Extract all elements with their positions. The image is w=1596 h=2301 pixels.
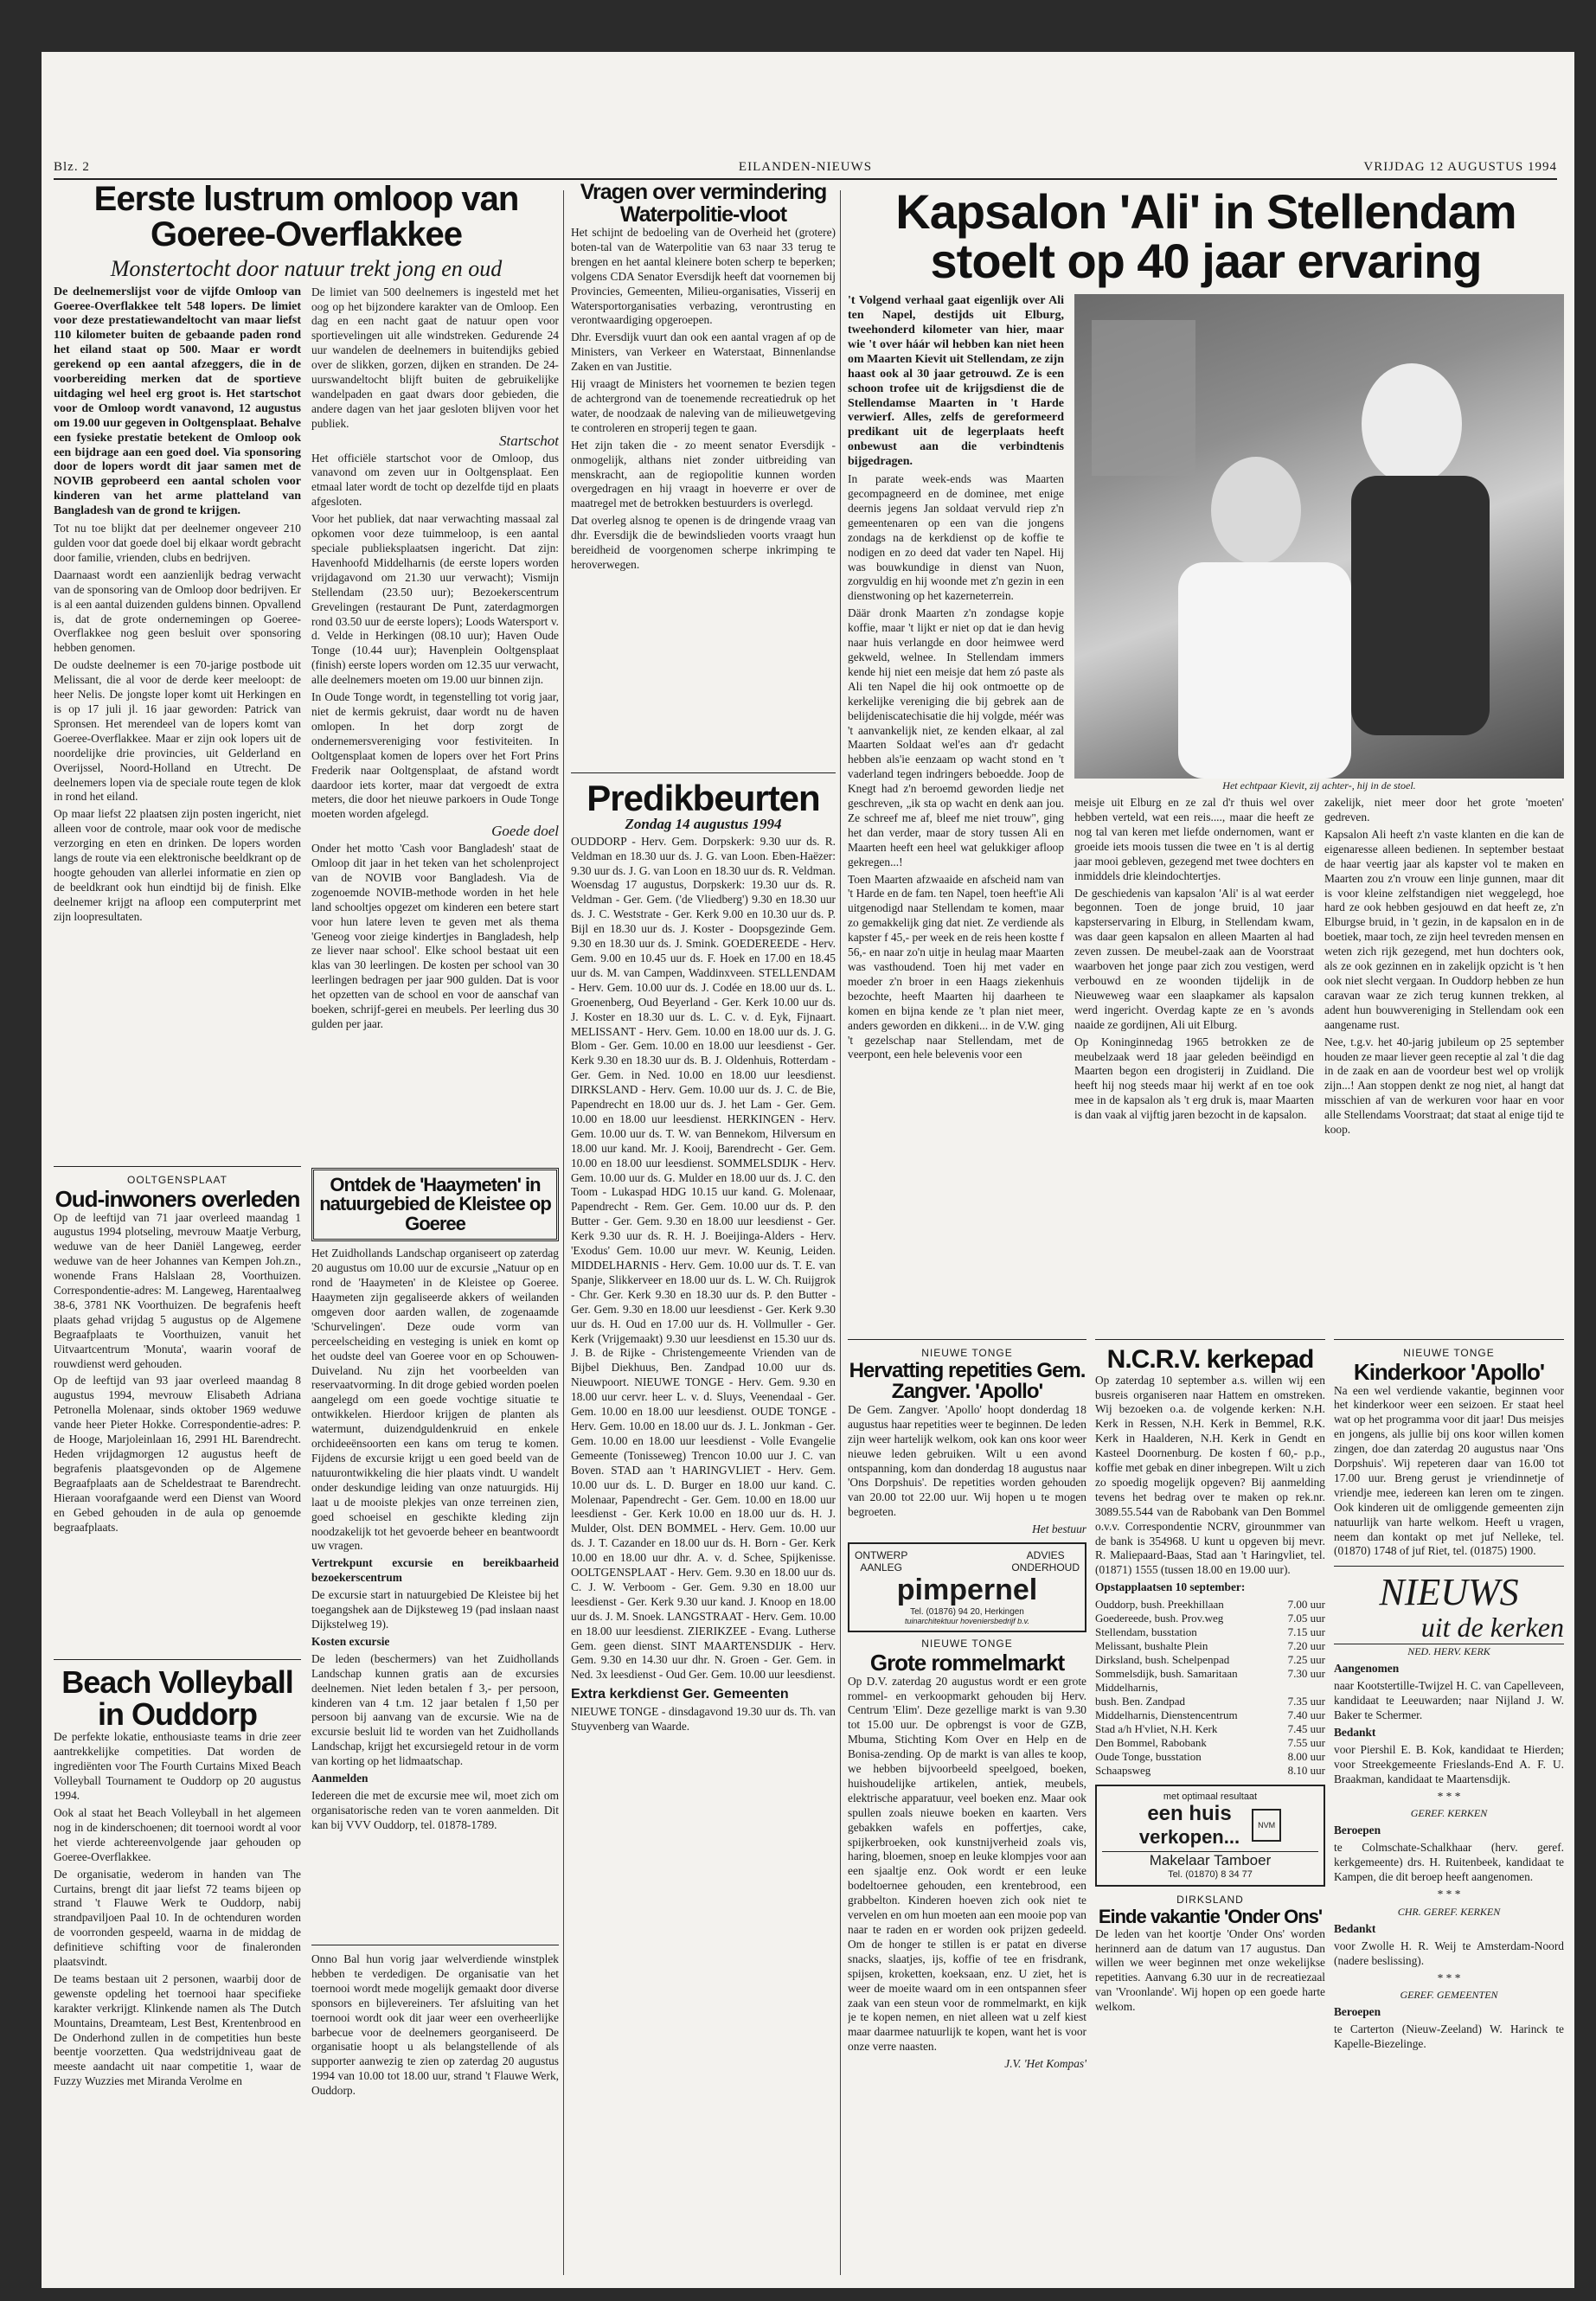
paragraph: voor Piershil E. B. Kok, kandidaat te Hierden; voor Streekgemeente Frieslands-End A. F. U. Braakman, kandidaat te Maartensdijk.: [1334, 1742, 1564, 1785]
opstap-time: 7.15 uur: [1287, 1625, 1325, 1639]
paragraph: De limiet van 500 deelnemers is ingesteld met het oog op het bijzondere karakter van de Omloop. Een dag en een nacht gaat de natuur open voor sportievelingen uit alle windstreken. Gedurende 24 uur wandelen de deelnemers in buitendijks gebied over de slikken, gorzen, dijken en stranden. De 24-uurswandeltocht blijft buiten de gebruikelijke wandelpaden en gaat dwars door gebieden, die andere dagen van het jaar gesloten blijven voor het publiek.: [311, 285, 559, 430]
paragraph: In parate week-ends was Maarten gecompagneerd en de dominee, met enige deernis jegens Jan soldaat vervuld riep z'n gemeentenaren op een van die jongens zondags na de kerkdienst op de koffie te nodigen en zo deed dat vader ten Napel. Hij was bouwkundige in dienst van Nuon, zorgvuldig en hij woonde met z'n gezin in een dienstwoning op het kazerneterrein.: [848, 472, 1064, 603]
opstap-row: [1095, 1612, 1325, 1625]
beach-headline: Beach Volleyball in Ouddorp: [61, 1664, 293, 1732]
separator-stars: * * *: [1437, 1971, 1461, 1984]
paragraph: te Carterton (Nieuw-Zeeland) W. Harinck te Kapelle-Biezelinge.: [1334, 2022, 1564, 2051]
paragraph: De Gem. Zangver. 'Apollo' hoopt donderdag 18 augustus haar repetities weer te beginnen. De leden zijn weer hartelijk welkom, ook kan ons koor weer nieuwe leden gebruiken. Wilt u een avond ontspanning, kom dan donderdag 18 augustus naar 'Ons Dorpshuis'. De repetities worden gehouden van 20.00 tot 22.00 uur. Wij hopen u te mogen begroeten.: [848, 1402, 1086, 1519]
subhead: Bedankt: [1334, 1921, 1376, 1935]
paragraph: Voor het publiek, dat naar verwachting massaal zal opkomen voor deze tuimmeloop, is een aantal speciale publieksplaatsen ingericht. Dat zijn: Havenhoofd Middelharnis (de eerste lopers worden vrijdagavond om 21.30 uur verwacht); Vismijn Stellendam (23.50 uur); Bezoekerscentrum Grevelingen (restaurant De Punt, zaterdagmorgen rond 03.50 uur de eerste lopers); Loods Watersport v. d. Velde in Herkingen (08.10 uur); Haven Oude Tonge (10.44 uur); Havenplein Ooltgensplaat (finish) eerste lopers worden om 12.35 uur verwacht, alle deelnemers moeten om 19.00 uur binnen zijn.: [311, 512, 559, 687]
subhead: Aangenomen: [1334, 1662, 1400, 1676]
paragraph: Toen Maarten afzwaaide en afscheid nam van 't Harde en de fam. ten Napel, toen heeft'ie Ali uitgenodigd naar Stellendam te komen, maar zo gemakkelijk ging dat niet. Ze verdiende als kapster f 45,- per week en de reis heen kostte f 56,- en naar zo'n uitje in heulag maar Maarten was vasthoudend. Toen hij met vader en moeder z'n broer in een Haags ziekenhuis bezochte, heeft Maarten hij daarheen te komen en bijna kende ze 't plan niet meer, anders geworden en dikkeni... in de V.W. ging 't gezelschap naar Stellendam, met de veerpont, een hele belevenis voor een: [848, 872, 1064, 1061]
kicker: NIEUWE TONGE: [921, 1638, 1013, 1650]
opstap-place: Ouddorp, bush. Preekhillaan: [1095, 1598, 1224, 1612]
separator-stars: * * *: [1437, 1887, 1461, 1900]
ad-text: een huis: [1147, 1802, 1232, 1826]
lustrum-headline: Eerste lustrum omloop van Goeree-Overflakkee: [93, 182, 519, 253]
paragraph: Op D.V. zaterdag 20 augustus wordt er een grote rommel- en verkoopmarkt gehouden bij Herv. Centrum 'Elim'. Deze gezellige markt is van 9.30 tot 15.00 uur. De opbrengst is voor de GZB, Mbuma, Stichting Kom Over en Help en de Bonisa-zending. Op de markt is van alles te koop, we hebben bijvoorbeeld speelgoed, boeken, huishoudelijke artikelen, antiek, meubels, elektrische apparatuur, veel boeken enz. Maar ook spullen zoals nieuwe boeken en kaarten. Vers gebakken wafels en poffertjes, cake, spijkerbroeken, ook kunstnijverheid zoals vis, haring, bloemen, snoep en leuke klompjes voor aan een sjaaltje enz. Ook wordt er een leuke bodeltoernee gehouden, een krentebrood, een grabbelton. Kinderen hoeven zich ook niet te vervelen en om hun moeten aan een mooie pop van naar te raden en er worden ook prijzen gedeeld. Om de honger te stillen is er patat en diverse snacks, slaatjes, ijs, koffie of tee en frisdrank, spijsen, kroketten, koeksaan, enz. U ziet, het is weer de moeite waard om in een ontspannen sfeer zaak van een steun voor de rommelmarkt, en kijk je te kopen nemen, en niet alleen wat u zelf kiest maar daarmee natuurlijk te kopen, want het is voor onze verre naasten.: [848, 1674, 1086, 2054]
opstap-row: [1095, 1736, 1325, 1750]
opstap-time: 7.25 uur: [1287, 1653, 1325, 1667]
signature: J.V. 'Het Kompas': [1004, 2057, 1086, 2071]
makelaar-ad: [1095, 1785, 1325, 1887]
paragraph: NIEUWE TONGE - dinsdagavond 19.30 uur ds. Th. van Stuyvenberg van Waarde.: [571, 1705, 836, 1734]
divider: [54, 1659, 301, 1660]
subhead: Bedankt: [1334, 1725, 1376, 1739]
signature: Het bestuur: [1032, 1522, 1086, 1536]
opstap-place: Stellendam, busstation: [1095, 1625, 1197, 1639]
kapsalon-article: [848, 182, 1564, 1324]
predikbeurten-date: Zondag 14 augustus 1994: [625, 815, 782, 832]
kapsalon-photo: [1074, 294, 1564, 779]
opstap-row: [1095, 1639, 1325, 1653]
opstap-place: Melissant, bushalte Plein: [1095, 1639, 1208, 1653]
opstap-row: [1095, 1695, 1325, 1708]
subhead: Beroepen: [1334, 2005, 1381, 2019]
haaymeten-article: [311, 1168, 559, 1929]
divider: [848, 1339, 1086, 1340]
divider: [1095, 1339, 1325, 1340]
paragraph: Onder het motto 'Cash voor Bangladesh' staat de Omloop dit jaar in het teken van het scholenproject van de NOVIB voor Bangladesh. Via de zogenoemde NOVIB-methode worden in het hele land schooltjes opgezet om kinderen een betere start voor hun latere leven te geven met als thema 'Geneog voor zieige kindertjes in Bangladesh, help ze liever naar school'. Elke school bestaat uit een klas van 30 leerlingen. De kosten per school van 30 leerlingen bedragen per jaar 900 gulden. Dat is voor het opzetten van de school en voor de aanschaf van boeken, schrijf-gerei en meubels. Per leerling dus 30 gulden per jaar.: [311, 842, 559, 1030]
ad-phone: Tel. (01870) 8 34 77: [1168, 1869, 1253, 1881]
nieuws-subtitle: uit de kerken: [1334, 1612, 1564, 1644]
issue-date: VRIJDAG 12 AUGUSTUS 1994: [1363, 160, 1557, 174]
haaymeten-headline-box: [311, 1168, 559, 1241]
opstap-row: [1095, 1667, 1325, 1681]
subhead-goede-doel: Goede doel: [491, 823, 559, 840]
paragraph: Iedereen die met de excursie mee wil, moet zich om organisatorische reden van te voren aanmelden. Dit kan bij VVV Ouddorp, tel. 01878-1789.: [311, 1788, 559, 1831]
opstap-row: [1095, 1681, 1325, 1695]
opstap-list: [1095, 1598, 1325, 1778]
ncrv-headline: N.C.R.V. kerkepad: [1106, 1345, 1314, 1374]
right-col-3: [1334, 1332, 1564, 2275]
column-rule: [563, 190, 564, 2275]
opstap-row: [1095, 1722, 1325, 1736]
paragraph: Onno Bal hun vorig jaar welverdiende winstplek hebben te verdedigen. De organisatie van het toernooi wordt mede mogelijk gemaakt door diverse sponsors en bijlevereiners. Ter afsluiting van het toernooi wordt ook dit jaar weer een overheerlijke barbecue voor de deelnemers georganiseerd. De organisatie hoopt u als belangstellende of als supporter aanwezig te zien op zaterdag 20 augustus 1994 van 10.00 tot 18.00 uur, strand 't Flauwe Werk, Ouddorp.: [311, 1952, 559, 2098]
opstap-time: 7.00 uur: [1287, 1598, 1325, 1612]
pimpernel-ad: [848, 1542, 1086, 1632]
church-heading: CHR. GEREF. KERKEN: [1397, 1905, 1501, 1918]
opstap-place: Dirksland, bush. Schelpenpad: [1095, 1653, 1230, 1667]
onderons-headline: Einde vakantie 'Onder Ons': [1098, 1906, 1323, 1928]
waterpolitie-article: [571, 182, 836, 761]
opstap-row: [1095, 1598, 1325, 1612]
paragraph: De leden (beschermers) van het Zuidhollands Landschap kunnen gratis aan de excursies deelnemen. Niet leden betalen f 3,- per persoon, kinderen van 4 t.m. 12 jaar betalen f 1,50 per persoon bij aanvang van de excursie. Wie na de excursie besluit lid te worden van het Zuidhollands Landschap, krijgt het excursiegeld retour in de vorm van korting op het lidmaatschap.: [311, 1651, 559, 1768]
nieuws-title: NIEUWS: [1379, 1571, 1519, 1614]
right-col-1: [848, 1332, 1086, 2275]
subhead: Aanmelden: [311, 1772, 369, 1785]
paragraph: Hij vraagt de Ministers het voornemen te bezien tegen de achtergrond van de toenemende recreatiedruk op het water, de noodzaak de naleving van de milieuwetgeving te controleren en stroperij tegen te gaan.: [571, 377, 836, 434]
kicker: NIEUWE TONGE: [1403, 1347, 1495, 1359]
paragraph: De perfekte lokatie, enthousiaste teams in drie zeer aantrekkelijke competities. Dat worden de ingrediënten voor The Fourth Curtains Mixed Beach Volleyball Tournament te Ouddorp op 20 augustus 1994.: [54, 1730, 301, 1803]
waterpolitie-headline: Vragen over vermindering Waterpolitie-vloot: [580, 182, 827, 227]
kicker: NIEUWE TONGE: [921, 1347, 1013, 1359]
opstap-time: 7.30 uur: [1287, 1667, 1325, 1681]
opstap-time: 7.05 uur: [1287, 1612, 1325, 1625]
divider: [54, 1166, 301, 1167]
paragraph: Ook al staat het Beach Volleyball in het algemeen nog in de kinderschoenen; dit toernooi wordt al voor het vierde achtereenvolgende jaar gehouden op Goeree-Overflakkee.: [54, 1805, 301, 1863]
opstap-place: Middelharnis, Dienstencentrum: [1095, 1708, 1238, 1722]
paragraph: Na een wel verdiende vakantie, beginnen voor het kinderkoor weer een seizoen. Er staat heel wat op het programma voor dit jaar! Dus meisjes en jongens, als jullie bij ons koor willen komen zingen, doe dan zaterdag 20 augustus naar 'Ons Dorpshuis'. Wij repeteren daar van 16.00 tot 17.00 uur. Breng gerust je vriendinnetje of vriendje mee, iedereen kan leren om te zingen. Ook kinderen uit de omliggende gemeenten zijn natuurlijk van harte welkom. Heeft u vragen, neem dan kontakt op met juf Nelleke, tel. (01870) 1748 of juf Riet, tel. (01875) 1900.: [1334, 1383, 1564, 1558]
predikbeurten-article: [571, 766, 836, 2275]
lustrum-lead: De deelnemerslijst voor de vijfde Omloop van Goeree-Overflakkee telt 548 lopers. De limiet voor deze prestatiewandeltocht van maar liefst 110 kilometer buiten de gebaande paden rond het eiland staat op 500. Maar er wordt gerekend op een aantal afzeggers, die in de voorbereiding merken dat de sportieve uitdaging wel heel erg groot is. Het startschot voor de Omloop wordt vanavond, 12 augustus om 19.00 uur gegeven in Ooltgensplaat. Behalve een fysieke prestatie betekent de Omloop ook een bijdrage aan een goed doel. Via sponsoring door de lopers wordt dit jaar samen met de NOVIB geprobeerd een aantal scholen voor kinderen van het arme platteland van Bangladesh van de grond te krijgen.: [54, 285, 301, 518]
paragraph: Nee, t.g.v. het 40-jarig jubileum op 25 september houden ze maar liever geen receptie al zal 't die dag in de zaak en aan de voordeur best wel op vrolijk zijn...! Aan stoppen denkt ze nog niet, al hangt dat misschien af van de werkuren voor haar en voor alle Stellendams Voorstraat; dat staat al enige tijd te koop.: [1324, 1035, 1564, 1137]
opstap-time: 8.10 uur: [1287, 1764, 1325, 1778]
opstap-row: [1095, 1625, 1325, 1639]
opstap-place: Stad a/h H'vliet, N.H. Kerk: [1095, 1722, 1218, 1736]
column-rule: [840, 190, 841, 2275]
kinderkoor-headline: Kinderkoor 'Apollo': [1353, 1359, 1545, 1385]
oudinwoners-article: [54, 1159, 301, 1644]
extra-kerkdienst-headline: Extra kerkdienst Ger. Gemeenten: [571, 1687, 789, 1702]
ad-text: met optimaal resultaat: [1163, 1791, 1258, 1803]
opstap-time: 7.35 uur: [1287, 1695, 1325, 1708]
paragraph: Op de leeftijd van 71 jaar overleed maandag 1 augustus 1994 plotseling, mevrouw Maatje Verburg, weduwe van de heer Daniël Langeweg, eerder weduwe van de heer Johannes van Kempen Joh.zn., wonende Frans Halslaan 28, Voorthuizen. Correspondentie-adres: M. Langeweg, Harentaalweg 38-6, 3781 NK Voorthuizen. De begrafenis heeft plaats gehad vrijdag 5 augustus op de Algemene Begraafplaats te Voorthuizen, vanuit het Uitvaartcentrum 'Monuta', waarin vooraf de rouwdienst werd gehouden.: [54, 1210, 301, 1370]
oudinwoners-headline: Oud-inwoners overleden: [54, 1186, 300, 1212]
subhead: Vertrekpunt excursie en bereikbaarheid bezoekerscentrum: [311, 1556, 559, 1585]
separator-stars: * * *: [1437, 1789, 1461, 1803]
opstap-place: Schaapsweg: [1095, 1764, 1151, 1778]
paragraph: Dat overleg alsnog te openen is de dringende vraag van dhr. Eversdijk die de bewindslieden voorts vraagt hun bereidheid de voorgenomen scherpe inkrimping te heroverwegen.: [571, 514, 836, 571]
lustrum-article: [54, 182, 559, 1150]
ad-tagline: tuinarchitektuur hoveniersbedrijf b.v.: [905, 1617, 1029, 1626]
rommelmarkt-headline: Grote rommelmarkt: [869, 1650, 1065, 1676]
ad-text: ONDERHOUD: [1011, 1561, 1080, 1574]
page-header: [54, 154, 1557, 180]
lustrum-subtitle: Monstertocht door natuur trekt jong en oud: [110, 255, 503, 281]
ad-text: verkopen...: [1138, 1826, 1240, 1849]
church-heading: GEREF. KERKEN: [1410, 1807, 1488, 1820]
opstap-time: 8.00 uur: [1287, 1750, 1325, 1764]
opstap-time: 7.20 uur: [1287, 1639, 1325, 1653]
ad-text: ADVIES: [1026, 1549, 1065, 1562]
paragraph: De organisatie, wederom in handen van The Curtains, brengt dit jaar liefst 72 teams bijeen op strand 't Flauwe Werk te Ouddorp, nabij strandpaviljoen Paal 10. In de ochtenduren worden de voorronden gespeeld, waarna in de middag de definitieve schifting voor de finaleronden plaatsvindt.: [54, 1867, 301, 1969]
paragraph: Däär dronk Maarten z'n zondagse kopje koffie, maar 't lijkt er niet op dat ie dan hevig naar huis verlangde en door heimwee werd gekweld, welnee. In Stellendam immers kende hij niet een meisje dat hem zó paste als Ali ten Napel die hij ook ontmoette op de kerkelijke vereniging die bij gebrek aan de belijdeniscatechisatie die hij volgde, méér was 't aanvankelijk niet, ze kenden elkaar, al zal Maarten Soldaat wel'es aan d'r gedacht hebben als'ie eenzaam op wacht stond en 't vaderland tegen indringers beboedde. Joop de Knegt had z'n beroemd geworden liedje net geschreven, „ik sta op wacht en denk aan jou. Ze schreef me af, bleef me niet trouw", ging het dan verder, maar de story tussen Ali en Maarten heeft een heel wat gelukkiger afloop gekregen...!: [848, 606, 1064, 868]
opstap-time: 7.45 uur: [1287, 1722, 1325, 1736]
paper-name: EILANDEN-NIEUWS: [738, 160, 873, 174]
paragraph: meisje uit Elburg en ze zal d'r thuis wel over hebben verteld, wat een reis...., maar die heeft ze nog tal van keren met liefde ondernomen, want er groeide iets moois tussen die twee en 't is al dertig jaar mooi gebleven, gezegend met twee dochters en inmiddels drie kleindochtertjes.: [1074, 796, 1314, 882]
paragraph: Het Zuidhollands Landschap organiseert op zaterdag 20 augustus om 10.00 uur de excursie „Natuur op en rond de 'Haaymeten' in de Kleistee op Goeree. Haaymeten zijn gegaliseerde akkers of weilanden omgeven door aarden wallen, de zogenaamde 'Schurvelingen'. Deze oude vorm van perceelscheiding en vesteging is uniek en komt op het oudste deel van Goeree voor en op Schouwen-Duiveland. Nu zijn het voorbeelden van reservaatvorming. In dit droge gebied worden poelen aangelegd om een goede vochtige situatie te ontwikkelen. Hierdoor krijgen de planten als watermunt, duizendguldenkruid en enkele orchideeënsoorten een kans om terug te komen. Fijdens de excursie krijgt u een goed beeld van de natuurontwikkeling die hier plaats vindt. U wandelt onder deskundige leiding van onze natuurgids. Hij laat u de mooiste plekjes van onze terreinen zien, goed schoeisel en geschikte kleding zijn noodzakelijk tot het gevoerde beheer en beantwoordt uw vragen.: [311, 1247, 559, 1553]
ad-text: ONTWERP: [855, 1549, 908, 1562]
subhead: Kosten excursie: [311, 1634, 390, 1648]
opstap-row: [1095, 1764, 1325, 1778]
paragraph: Het officiële startschot voor de Omloop, dus vanavond om zeven uur in Ooltgensplaat. Een etmaal later wordt de tocht op dezelfde tijd en plaats afgesloten.: [311, 451, 559, 509]
beach-article-cont: [311, 1938, 559, 2275]
hervatting-headline: Hervatting repetities Gem. Zangver. 'Apollo': [849, 1359, 1086, 1404]
page-number: Blz. 2: [54, 160, 90, 174]
opstap-place: bush. Ben. Zandpad: [1095, 1695, 1185, 1708]
paragraph: Het zijn taken die - zo meent senator Eversdijk - onmogelijk, althans niet zonder uitbreiding van menskracht, aan de regiopolitie kunnen worden overgedragen en hij vraagt in hoeverre er over de maatregel met de betrokken bestuurders is overlegd.: [571, 438, 836, 510]
divider: [1334, 1566, 1564, 1567]
opstap-time: 7.40 uur: [1287, 1708, 1325, 1722]
subhead: Beroepen: [1334, 1823, 1381, 1837]
opstap-place: Goedereede, bush. Prov.weg: [1095, 1612, 1224, 1625]
beach-article: [54, 1652, 301, 2275]
paragraph: De leden van het koortje 'Onder Ons' worden herinnerd aan de datum van 17 augustus. Dan willen we weer beginnen met onze wekelijkse repetities. Aanvang 6.30 uur in de recreatiezaal van 'Vroonlande'. Wij hopen op een goede harte welkom.: [1095, 1926, 1325, 2014]
paragraph: Het schijnt de bedoeling van de Overheid het (grotere) boten-tal van de Waterpolitie van 63 naar 33 terug te brengen en het aantal kleinere boten scherp te beperken; volgens CDA Senator Eversdijk heeft dat voornemen bij Provincies, Gemeenten, Milieu-organisaties, Visserij en Watersportorganisaties verbazing, verontrusting en verontwaardiging opgeroepen.: [571, 226, 836, 327]
kapsalon-headline: Kapsalon 'Ali' in Stellendam stoelt op 40 jaar ervaring: [895, 184, 1516, 289]
kicker: OOLTGENSPLAAT: [127, 1174, 228, 1186]
opstap-place: Den Bommel, Rabobank: [1095, 1736, 1207, 1750]
opstap-time: 7.55 uur: [1287, 1736, 1325, 1750]
opstap-row: [1095, 1653, 1325, 1667]
paragraph: Dhr. Eversdijk vuurt dan ook een aantal vragen af op de Ministers, van Verkeer en Waterstaat, Binnenlandse Zaken en van Justitie.: [571, 330, 836, 374]
paragraph: Op zaterdag 10 september a.s. willen wij een busreis organiseren naar Hattem en omstreken. Wij bezoeken o.a. de volgende kerken: N.H. Kerk in Ressen, N.H. Kerk in Bemmel, R.K. Kerk in Haalderen, N.H. Kerk in Gendt en Kasteel Doornenburg. De kosten f 60,- p.p., koffie met gebak en diner inbegrepen. Wilt u zich zo spoedig mogelijk opgeven? Bij aanmelding tevens het bedrag over te maken op rek.nr. 3089.55.544 van de Rabobank van Den Bommel o.v.v. Correspondentie NCRV, girounmmer van de bank is 354968. U kunt u opgeven bij mevr. R. Maliepaard-Baas, Stad aan 't Haringvliet, tel. (01871) 1555 (tussen 18.00 en 19.00 uur).: [1095, 1373, 1325, 1577]
ad-text: AANLEG: [860, 1561, 903, 1574]
paragraph: De excursie start in natuurgebied De Kleistee bij het toegangshek aan de Dijksteweg 19 (pad inslaan naast Dijkstelweg 19).: [311, 1588, 559, 1631]
newspaper-page: [42, 52, 1574, 2288]
opstap-row: [1095, 1750, 1325, 1764]
opstap-place: Sommelsdijk, bush. Samaritaan: [1095, 1667, 1238, 1681]
right-col-2: [1095, 1332, 1325, 2275]
opstap-row: [1095, 1708, 1325, 1722]
ad-phone: Tel. (01876) 94 20, Herkingen: [910, 1607, 1024, 1618]
paragraph: De geschiedenis van kapsalon 'Ali' is al wat eerder begonnen. Toen de jonge bruid, 10 jaar kapsterservaring in Elburg, in Stellendam kwam, was daar geen kapsalon en alleen Maarten al had zeven zussen. De meubel-zaak aan de Voorstraat waarboven het jonge paar zich zou vestigen, werd verbouwd en ze woonden tijdelijk in de Nieuweweg waar een slaapkamer als kapsalon werd ingericht. Overdag kapte ze en 's avonds naaide ze gordijnen, Ali uit Elburg.: [1074, 886, 1314, 1031]
paragraph: Op maar liefst 22 plaatsen zijn posten ingericht, niet alleen voor de controle, maar ook voor de medische verzorging en eten en drinken. De lopers worden langs de route via een elektronische beeldkrant op de hoogte gehouden van allerlei informatie en zien op de beeldkrant ook hun eindtijd bij de finish. Elke deelnemer krijgt na afloop een computerprint met zijn loopresultaten.: [54, 807, 301, 923]
paragraph: te Colmschate-Schalkhaar (herv. geref. kerkgemeente) drs. H. Ruitenbeek, kandidaat te Kampen, die dit beroep heeft aangenomen.: [1334, 1841, 1564, 1884]
paragraph: Daarnaast wordt een aanzienlijk bedrag verwacht van de sponsoring van de Omloop door bedrijven. Er is al een aantal duizenden guldens binnen. Opvallend is, dat de grote ondernemingen op Goeree-Overflakkee nog geen besluit over sponsoring hebben genomen.: [54, 567, 301, 655]
photo-illustration: [1074, 294, 1564, 779]
ad-text: Makelaar Tamboer: [1102, 1851, 1318, 1869]
haaymeten-headline: Ontdek de 'Haaymeten' in natuurgebied de Kleistee op Goeree: [319, 1174, 551, 1234]
kapsalon-lead: 't Volgend verhaal gaat eigenlijk over Ali ten Napel, destijds uit Elburg, tweehonderd kilometer van hier, maar wie 't over háár wil hebben kan niet heen om Maarten Kievit uit Stellendam, ze zijn haast ook al 30 jaar getrouwd. Ze is een schoon trofee uit de krijgsdienst die de Stellendamse Maarten in 't Harde verwierf. Alles, zelfs de gereformeerd predikant uit de legerplaats heeft onbewust aan die verbindtenis bijgedragen.: [848, 294, 1065, 469]
paragraph: Kapsalon Ali heeft z'n vaste klanten en die kan de eigenaresse alleen bedienen. In september bestaat de haar veertig jaar als kapster vol te maken en Maarten zou z'n vrouw een linje gunnen, maar dit is voor kleine zelfstandigen niet weggelegd, hoe hard ze ook hebben gesjouwd en dat heeft ze, z'n Elburgse bruid, in 't gezin, in de kapsalon en in de boetiek, maar toch, ze zijn heel tevreden mensen en weten zich rijk gezegend, met hun dochters ook, als ze ook gezinnen en in zakelijk opzicht is 't hen ook niet slecht vergaan. In Ouddorp hebben ze hun caravan waar ze zich terug kunnen trekken, al adent hun bouwvereniging in Stellendam ook een aangename rust.: [1324, 827, 1564, 1031]
divider: [1334, 1339, 1564, 1340]
nvm-logo-icon: NVM: [1252, 1809, 1281, 1842]
church-heading: NED. HERV. KERK: [1407, 1645, 1490, 1658]
paragraph: De oudste deelnemer is een 70-jarige postbode uit Melissant, die al voor de derde keer meeloopt: de heer Nelis. De jongste loper komt uit Herkingen en is op 17 juli jl. 16 jaar geworden: Patrick van Spronsen. Het merendeel van de lopers komt van Goeree-Overflakkee. Maar er zijn ook lopers uit de noordelijke drie provincies, uit Gelderland en Overijssel, Noord-Holland en Utrecht. De deelnemers lopen via de speciale route tegen de klok in rond het eiland.: [54, 658, 301, 804]
divider: [571, 772, 836, 773]
church-services-list: OUDDORP - Herv. Gem. Dorpskerk: 9.30 uur ds. R. Veldman en 18.30 uur ds. J. G. van Loon. Eben-Haëzer: 9.30 uur ds. J. G. van Loon en 18.30 uur ds. R. Veldman. Woensdag 17 augustus, Dorpskerk: 19.30 uur ds. R. Veldman - Ger. Gem. ('de Vliedberg') 9.30 en 18.30 uur ds. J. C. Weststrate - Ger. Kerk 9.00 en 10.30 uur ds. P. Bijl en 18.30 uur ds. J. Koster - Doopsgezinde Gem. 9.30 en 18.30 uur ds. J. Smink. GOEDEREEDE - Herv. Gem. 9.00 en 10.45 uur ds. F. Hoek en 17.00 en 18.45 uur ds. M. van Campen, Waddinxveen. STELLENDAM - Herv. Gem. 10.00 uur ds. J. Codée en 18.00 uur ds. L. Groenenberg, Oud Beyerland - Ger. Kerk 10.00 uur ds. J. Koster en 18.30 uur ds. L. C. v. d. Eyk, Fijnaart. MELISSANT - Herv. Gem. 10.00 en 18.00 uur ds. J. G. Blom - Ger. Gem. 10.00 en 18.00 uur leesdienst - Ger. Kerk 9.30 en 18.30 uur ds. B. J. Oldenhuis, Rotterdam - Ger. Gem. in Ned. 10.00 en 18.00 uur leesdienst. DIRKSLAND - Herv. Gem. 10.00 uur ds. J. C. de Bie, Papendrecht en 18.00 uur ds. J. het Lam - Ger. Gem. 10.00 en 18.00 uur leesdienst. HERKINGEN - Herv. Gem. 10.00 uur ds. T. W. van Bennekom, Hilversum en 18.00 uur kand. Mr. J. Kooij, Barendrecht - Ger. Gem. 10.00 en 18.00 uur leesdienst. SOMMELSDIJK - Herv. Gem. 10.00 uur ds. G. Mulder en 18.00 uur ds. J. C. den Toom - Lukaspad HDG 10.15 uur kand. G. Molenaar, Papendrecht - Rem. Ger. Gem. 10.00 uur ds. P. den Butter - Ger. Gem. 9.30 en 18.00 uur leesdienst - Ger. Kerk 9.30 uur ds. R. H. J. Boeijinga-Alders - Herv. 'Exodus' Gem. 10.00 uur mevr. W. Keunig, Leiden. MIDDELHARNIS - Herv. Gem. 10.00 uur ds. T. E. van Spanje, Slikkerveer en 18.00 uur ds. L. W. Ch. Ruijgrok - Chr. Ger. Kerk 9.30 en 18.30 uur ds. P. den Butter - Ger. Gem. 9.30 en 18.00 uur leesdienst - Ger. Kerk 9.30 uur ds. H. Oud en 17.00 uur ds. H. Vollmuller - Ger. Kerk (Vrijgemaakt) 9.30 uur leesdienst en 15.30 uur ds. J. B. de Rijke - Christengemeente Vrienden van de Bijbel Diekhuus, Ben. Zandpad 10.00 uur ds. Nieuwpoort. NIEUWE TONGE - Herv. Gem. 9.30 en 18.00 uur cervr. heer L. v. d. Sluys, Veenendaal - Ger. Gem. 10.00 en 18.00 uur leesdienst. OUDE TONGE - Herv. Gem. 10.00 en 18.00 uur ds. J. L. Jonkman - Ger. Gem. 10.00 en 18.00 uur leesdienst - Volle Evangelie Gemeente (Tonisseweg) Trencon 10.00 uur J. C. van Boven. STAD aan 't HARINGVLIET - Herv. Gem. 10.00 uur ds. L. D. Burger en 18.00 uur kand. C. Molenaar, Papendrecht - Ger. Gem. 10.00 en 18.00 uur leesdienst - Ger. Kerk 10.00 en 18.00 uur ds. H. J. Mulder, Olst. DEN BOMMEL - Herv. Gem. 10.00 uur ds. J. T. Cazander en 18.00 uur ds. H. Born - Ger. Kerk 10.00 en 18.00 uur dhr. A. v. d. Schee, Spijkenisse. OOLTGENSPLAAT - Herv. Gem. 9.30 en 18.00 uur ds. C. J. W. Verboom - Ger. Gem. 9.30 en 18.00 uur leesdienst - Ger. Kerk 9.30 uur kand. J. Knoop en 18.00 uur ds. J. M. Snoek. LANGSTRAAT - Herv. Gem. 10.00 en 18.00 uur leesdienst. ZIERIKZEE - Evang. Lutherse Gem. geen dienst. SINT MAARTENSDIJK - Herv. Gem. 9.30 en 14.30 uur dhr. N. Groen - Ger. Gem. in Ned. 3x leesdienst - Oud Ger. Gem. 10.00 uur leesdienst.: [571, 834, 836, 1682]
subhead-startschot: Startschot: [499, 432, 559, 449]
pimpernel-logo: pimpernel: [896, 1574, 1038, 1607]
opstap-place: Middelharnis,: [1095, 1681, 1158, 1695]
paragraph: Op de leeftijd van 93 jaar overleed maandag 8 augustus 1994, mevrouw Elisabeth Adriana Petronella Molenaar, sinds oktober 1969 weduwe vande heer Pieter Hokke. Correspondentie-adres: P. de Hooge, Marjoleinlaan 16, 2991 HL Barendrecht. Heden vrijdagmorgen 12 augustus heeft de begrafenis plaatsgevonden op de Algemene Begraafplaats aan de Scheldestraat te Barendrecht. Hieraan voorafgaande werd een Dienst van Woord en Gebed gehouden in de aula op genoemde begraafplaats.: [54, 1374, 301, 1534]
paragraph: voor Zwolle H. R. Weij te Amsterdam-Noord (nadere beslissing).: [1334, 1939, 1564, 1967]
subhead: Opstapplaatsen 10 september:: [1095, 1580, 1246, 1594]
paragraph: Tot nu toe blijkt dat per deelnemer ongeveer 210 gulden voor dat goede doel bij elkaar wordt gebracht door familie, vrienden, clubs en bedrijven.: [54, 522, 301, 564]
photo-caption: Het echtpaar Kievit, zij achter-, hij in de stoel.: [1222, 779, 1416, 792]
paragraph: In Oude Tonge wordt, in tegenstelling tot vorig jaar, niet de kermis gekruist, daar wordt nu de haven omlopen. In het dorp zorgt de ondernemersvereniging voor festiviteiten. In Ooltgensplaat komen de lopers over het Fort Prins Frederik naar Ooltgensplaat, de afstand wordt daardoor iets korter, maar dat vergoedt de extra meters, die door het nieuwe parkoers in Oude Tonge moeten worden afgelegd.: [311, 690, 559, 821]
paragraph: De teams bestaan uit 2 personen, waarbij door de gewenste opdeling het toernooi haar specifieke karakter verkrijgt. Klinkende namen als The Dutch Mountains, Dreamteam, Lest Best, Krentenbrood en De Onderhond zullen in de competities hun beste beentje voorzetten. Qua wedstrijdniveau gaat de meeste aandacht uit naar competitie 1, waar de Fuzzy Wuzzies met Miranda Verolme en: [54, 1971, 301, 2088]
paragraph: naar Kootstertille-Twijzel H. C. van Capelleveen, kandidaat te Leeuwarden; naar Nijland J. W. Baker te Schermer.: [1334, 1679, 1564, 1722]
paragraph: Op Koninginnedag 1965 betrokken ze de meubelzaak werd 18 jaar geleden beëindigd en Maarten begon een drogisterij in Zuidland. Die heeft hij nog steeds maar hij werkt af en toe ook mee in de kapsalon als 't erg druk is, maar Maarten is dan vaak al vijftig jaren bezocht in de kapsalon.: [1074, 1035, 1314, 1122]
paragraph: zakelijk, niet meer door het grote 'moeten' gedreven.: [1324, 796, 1564, 824]
opstap-place: Oude Tonge, busstation: [1095, 1750, 1202, 1764]
church-heading: GEREF. GEMEENTEN: [1400, 1989, 1498, 2002]
kicker: DIRKSLAND: [1176, 1894, 1244, 1907]
predikbeurten-headline: Predikbeurten: [586, 778, 820, 818]
